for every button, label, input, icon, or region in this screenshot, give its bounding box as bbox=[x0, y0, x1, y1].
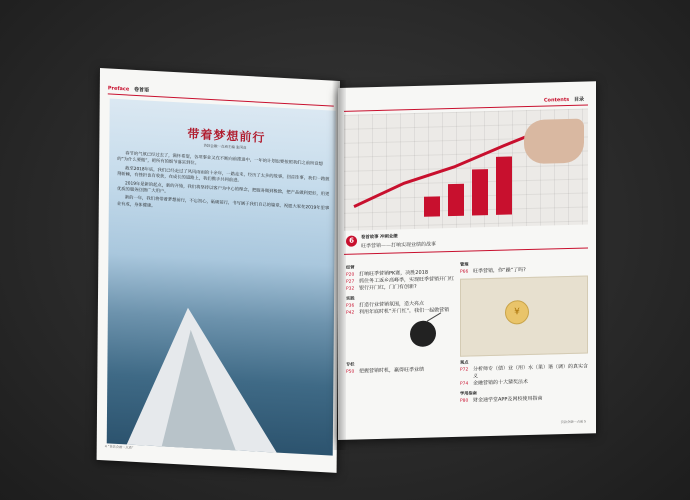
feature-description: 旺季营销——打响实现业绩的战事 bbox=[361, 241, 437, 250]
feature-section-label: 卷首故事 冲刺业绩 bbox=[361, 234, 398, 241]
left-page bbox=[97, 68, 340, 473]
chart-bar bbox=[424, 196, 440, 216]
chart-bar bbox=[472, 169, 488, 215]
contents-entry: P42 利用年底时机“开门红”，我们一起做营销 bbox=[346, 307, 450, 316]
feature-page-number: 6 bbox=[346, 236, 357, 247]
contents-entry: P32 银行开门红，门门有创新? bbox=[346, 283, 417, 292]
section-title: 经营 bbox=[346, 264, 355, 270]
left-page-footer: 4 “贷款会融一点通” bbox=[104, 444, 134, 450]
article-byline: 贷款会融一点通主编 张国喜 bbox=[203, 143, 247, 150]
paragraph: 2019年是新的起点，新的开始，我们将坚持以客户为中心的理念，把服务做到极致，把产品做到更好，用更优质的服务回馈广大用户。 bbox=[116, 180, 330, 198]
magazine-spine bbox=[332, 80, 346, 450]
bomb-icon bbox=[410, 320, 436, 347]
contents-entry: P66 旺季营销，你“躁”了吗? bbox=[460, 267, 526, 275]
bomb-illustration bbox=[400, 316, 452, 357]
contents-entry: P74 金融营销的十大猜奖法术 bbox=[460, 379, 529, 387]
section-title: 管理 bbox=[460, 261, 469, 267]
section-title: 观点 bbox=[460, 359, 469, 365]
section-title: 学用指南 bbox=[460, 390, 477, 396]
preface-label-cn: 卷首语 bbox=[133, 86, 150, 94]
article-body bbox=[117, 151, 332, 222]
contents-entry: P20 打响旺季营销PK赛，决胜2018 bbox=[346, 269, 429, 278]
yuan-coin-icon: ¥ bbox=[505, 300, 529, 325]
coin-illustration bbox=[460, 275, 588, 356]
section-title: 专栏 bbox=[346, 361, 355, 367]
chart-bar bbox=[448, 184, 464, 216]
preface-label-en: Preface bbox=[107, 85, 130, 93]
ship-deck-shape bbox=[162, 328, 237, 450]
contents-entry: P27 抓住务工返乡高峰季，实现旺季营销开门红 bbox=[346, 275, 455, 285]
contents-header bbox=[544, 96, 584, 104]
contents-entry: P36 打造行业营销氛围，造大亮点 bbox=[346, 300, 425, 309]
contents-entry: P50 把握营销时机，赢得旺季业绩 bbox=[346, 366, 425, 375]
contents-column-right bbox=[460, 255, 588, 404]
puzzle-growth-illustration bbox=[344, 108, 588, 230]
contents-entry: P80 财金通学堂APP及网校使用指南 bbox=[460, 395, 543, 404]
paragraph: 春节的气氛已经过去了，满怀希望，各项事业又在不断向前推进中，一年的计划也要按照我们之前所设想的“为什么要做”，把所有的细节落实到位。 bbox=[117, 151, 323, 168]
hand-placing-piece bbox=[524, 119, 584, 165]
contents-label-en: Contents bbox=[543, 96, 570, 104]
right-page-footer: 贷款会融一点通 5 bbox=[560, 419, 586, 425]
right-page bbox=[338, 81, 596, 440]
chart-bar bbox=[496, 156, 512, 214]
preface-header bbox=[108, 84, 149, 93]
contents-column-left bbox=[346, 259, 458, 376]
article-title: 带着梦想前行 bbox=[187, 126, 266, 145]
section-title: 实践 bbox=[346, 295, 355, 301]
paragraph: 新的一年，我们将带着梦想前行，不忘初心，砥砺前行，书写属于我们自己的篇章。祝愿大家在2019年里事业有成，身体健康。 bbox=[116, 195, 330, 212]
paragraph: 截至2018年底，我们已经走过了风风雨雨的十余年，一路走来，经历了太多的故事。回首往事，我们一路披荆斩棘，有挫折也有收获，在成长的道路上，我们携手共同前进。 bbox=[117, 166, 330, 184]
contents-label-cn: 目录 bbox=[573, 96, 584, 103]
contents-entry: P72 分析师专（债）业（用）水（果）谐（调）的真实含义 bbox=[460, 363, 589, 380]
